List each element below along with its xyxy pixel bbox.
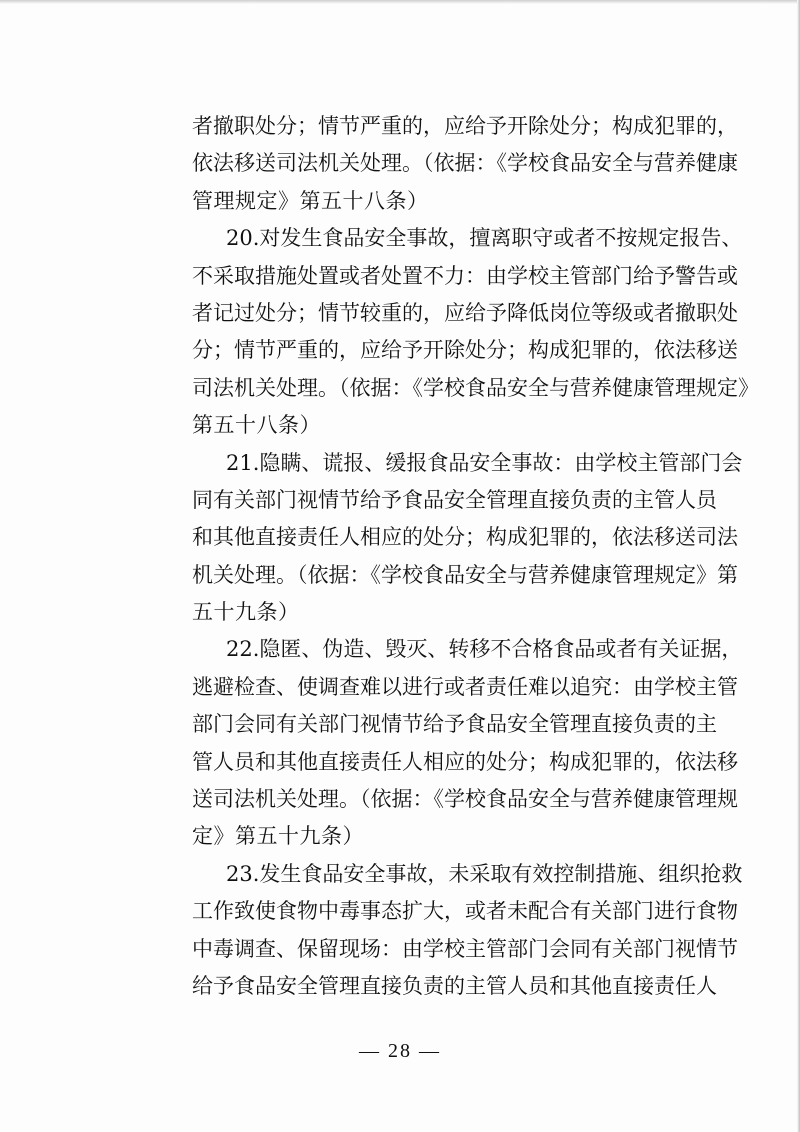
text-line: 和其他直接责任人相应的处分；构成犯罪的，依法移送司法 [192, 525, 738, 550]
text-line: 分；情节严重的，应给予开除处分；构成犯罪的，依法移送 [192, 338, 738, 363]
text-line: 部门会同有关部门视情节给予食品安全管理直接负责的主 [192, 712, 717, 737]
text-line: 五十九条） [192, 600, 300, 625]
page-number: — 28 — [359, 1040, 441, 1062]
text-line: 给予食品安全管理直接负责的主管人员和其他直接责任人 [192, 973, 717, 998]
text-line: 第五十八条） [192, 413, 321, 438]
text-line: 者记过处分；情节较重的，应给予降低岗位等级或者撤职处 [192, 300, 738, 325]
text-line: 22.隐匿、伪造、毁灭、转移不合格食品或者有关证据， [226, 637, 743, 662]
text-line: 中毒调查、保留现场：由学校主管部门会同有关部门视情节 [192, 936, 738, 961]
text-line: 21.隐瞒、谎报、缓报食品安全事故：由学校主管部门会 [226, 450, 743, 475]
text-line: 逃避检查、使调查难以进行或者责任难以追究：由学校主管 [192, 674, 738, 699]
text-line: 者撤职处分；情节严重的，应给予开除处分；构成犯罪的， [192, 114, 738, 138]
text-line: 司法机关处理。（依据：《学校食品安全与营养健康管理规定》 [192, 375, 759, 400]
text-line: 同有关部门视情节给予食品安全管理直接负责的主管人员 [192, 487, 717, 512]
body-text [192, 108, 764, 1005]
text-line: 不采取措施处置或者处置不力：由学校主管部门给予警告或 [192, 263, 738, 288]
text-line: 工作致使食物中毒事态扩大，或者未配合有关部门进行食物 [192, 899, 738, 924]
text-line: 管理规定》第五十八条） [192, 188, 429, 213]
text-line: 20.对发生食品安全事故，擅离职守或者不按规定报告、 [226, 226, 743, 251]
text-line: 23.发生食品安全事故，未采取有效控制措施、组织抢救 [226, 861, 743, 886]
text-line: 机关处理。（依据：《学校食品安全与营养健康管理规定》第 [192, 562, 738, 587]
text-line: 管人员和其他直接责任人相应的处分；构成犯罪的，依法移 [192, 749, 738, 774]
text-line: 定》第五十九条） [192, 824, 364, 849]
text-line: 送司法机关处理。（依据：《学校食品安全与营养健康管理规 [192, 787, 738, 812]
text-line: 依法移送司法机关处理。（依据：《学校食品安全与营养健康 [192, 151, 738, 176]
scan-edge-top [0, 0, 800, 4]
